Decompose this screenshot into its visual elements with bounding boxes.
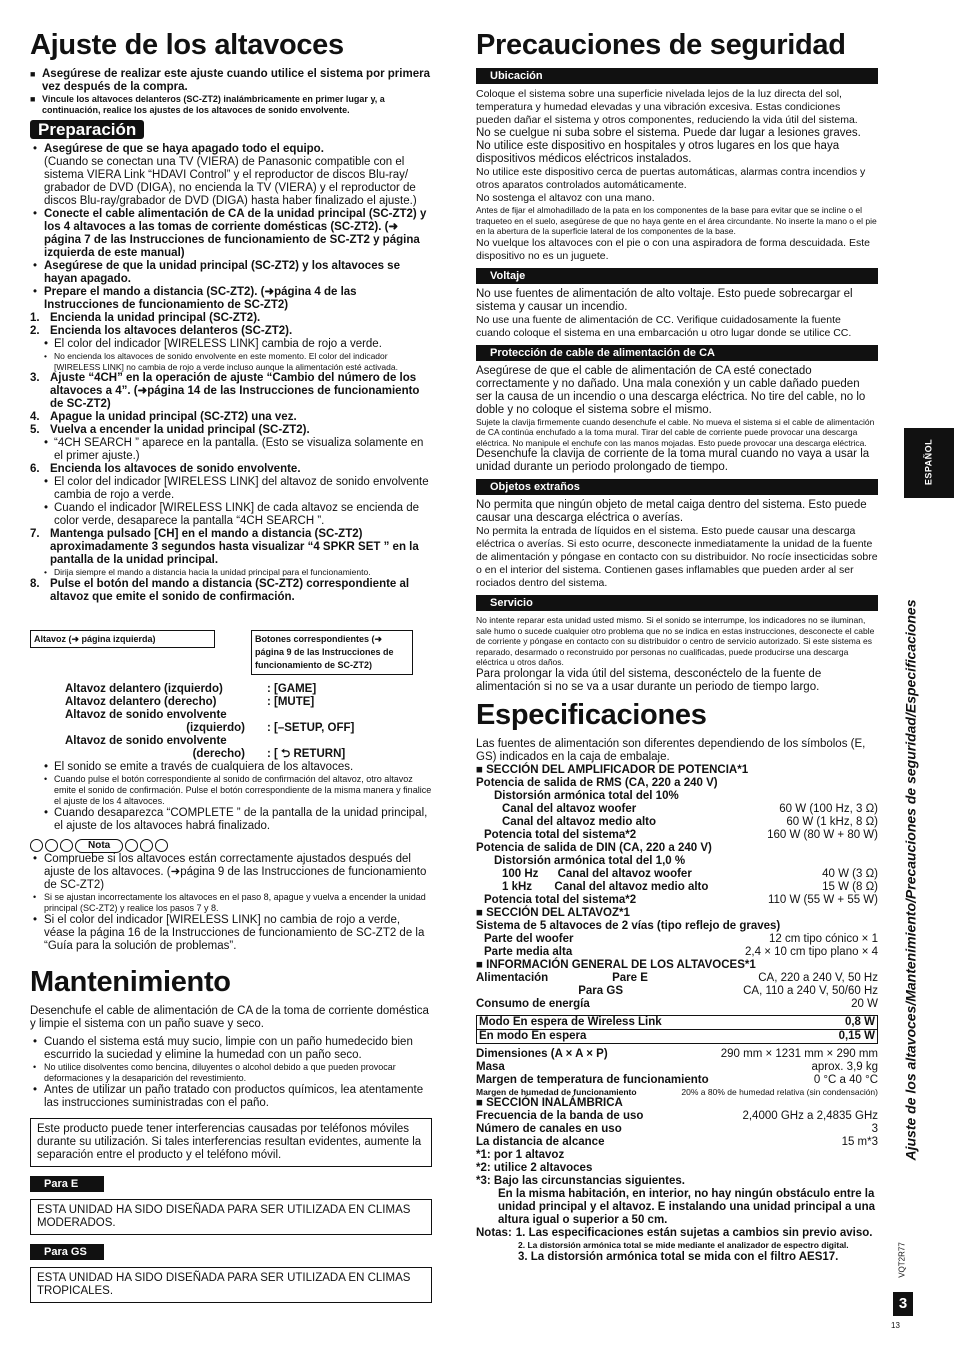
mapping-button: : [MUTE] bbox=[267, 695, 315, 708]
circle-icon bbox=[140, 839, 153, 852]
spec-label: Número de canales en uso bbox=[476, 1123, 622, 1135]
spec-row bbox=[476, 816, 878, 829]
footnote: *1: por 1 altavoz bbox=[476, 1149, 565, 1161]
section-label: Ubicación bbox=[476, 68, 878, 84]
circle-icon bbox=[60, 839, 73, 852]
standby-power-box bbox=[476, 1015, 878, 1044]
section-paragraph: Sujete la clavija firmemente cuando desenchufe el cable. No mueva el sistema si el cable de alimentación de CA continúa enchufado a la toma mural. Tirar del cable de corriente puede provocar una descarga eléctrica. No manipule el enchufe con las manos mojadas. Esto puede provocar una descarga eléctrica. bbox=[476, 416, 875, 448]
mapping-speaker: Altavoz delantero (derecho) bbox=[65, 695, 217, 708]
mapping-speaker: Altavoz de sonido envolvente bbox=[65, 708, 227, 721]
note-item: • Si se ajustan incorrectamente los altavoces en el paso 8, apague y vuelva a encender la unidad principal (SC-ZT2) y realice los pasos 7 y 8. bbox=[30, 892, 432, 914]
spec-label: Masa bbox=[476, 1060, 505, 1073]
mapping-speaker: (izquierdo) bbox=[186, 721, 245, 734]
spec-row bbox=[476, 933, 878, 946]
mant-intro: Desenchufe el cable de alimentación de CA de la toma de corriente doméstica y limpie el sistema con un paño suave y seco. bbox=[30, 1004, 429, 1030]
nota-item: 1. Las especificaciones están sujetas a cambios sin previo aviso. bbox=[515, 1227, 873, 1239]
step-text: Mantenga pulsado [CH] en el mando a distancia (SC-ZT2) aproximadamente 3 segundos hasta visualizar “4 SPKR SET ” en la pantalla de la unidad principal. bbox=[50, 528, 419, 566]
section-label: Protección de cable de alimentación de CA bbox=[476, 345, 878, 361]
notas bbox=[476, 1227, 878, 1264]
spec-row bbox=[476, 1074, 878, 1087]
mapping-speaker: Altavoz delantero (izquierdo) bbox=[65, 682, 223, 695]
notas-label: Notas: bbox=[476, 1227, 512, 1239]
spec-label: Frecuencia de la banda de uso bbox=[476, 1110, 644, 1122]
spec-value: 40 W (3 Ω) bbox=[822, 867, 878, 880]
intro-list bbox=[30, 68, 432, 116]
spec-value: 160 W (80 W + 80 W) bbox=[767, 828, 878, 841]
mant-item: • Cuando el sistema está muy sucio, limpie con un paño humedecido bien escurrido la suciedad y elimine la humedad con un paño seco. bbox=[30, 1036, 432, 1062]
nota-header bbox=[30, 839, 432, 853]
para-e-box: ESTA UNIDAD HA SIDO DISEÑADA PARA SER UTILIZADA EN CLIMAS MODERADOS. bbox=[30, 1199, 432, 1235]
step-item bbox=[30, 312, 432, 325]
spec-value: 2,4 × 10 cm tipo plano × 4 bbox=[745, 945, 878, 958]
mapping-speaker: Altavoz de sonido envolvente bbox=[65, 734, 227, 747]
note-item: • Compruebe si los altavoces están correctamente ajustados después del ajuste de los altavoces. (➜página 9 de las Instrucciones de funcionamiento de SC-ZT2) bbox=[30, 853, 432, 892]
notes-list bbox=[30, 853, 432, 953]
nota-label: Nota bbox=[75, 839, 123, 853]
spec-row bbox=[476, 868, 878, 881]
mapping-row bbox=[65, 748, 432, 761]
spec-row bbox=[476, 894, 878, 907]
spec-row bbox=[476, 1097, 878, 1110]
step-item bbox=[30, 424, 432, 437]
section-paragraph: Asegúrese de que el cable de alimentación de CA esté conectado correctamente y no dañado. Una mala conexión y un cable dañado pueden ser la causa de un incendio o una descarga eléctrica. No tire del cable, no lo doble y no coloque el sistema sobre el mismo. bbox=[476, 364, 866, 416]
mapping-row bbox=[65, 709, 432, 722]
section-paragraph: Para prolongar la vida útil del sistema, desconéctelo de la fuente de alimentación si no se va a usar durante un periodo de tiempo largo. bbox=[476, 667, 822, 693]
section-paragraph: No permita la entrada de líquidos en el sistema. Esto puede causar una descarga eléctrica o averías. Si esto ocurre, desconecte inmediatamente la unidad de la fuente de alimentación y póngase en contacto con su distribuidor. No rocíe insecticidas sobre o en el interior del sistema. Contienen gases inflamables que pueden arder al ser rociados dentro del sistema. bbox=[476, 525, 878, 589]
para-e-label: Para E bbox=[30, 1176, 104, 1192]
after-map-item: • El sonido se emite a través de cualquiera de los altavoces. bbox=[30, 761, 432, 774]
section-paragraph: Coloque el sistema sobre una superficie nivelada lejos de la luz directa del sol, temperatura y humedad elevadas y una vibración excesiva. Estas condiciones pueden dañar el sistema y otros componentes, reduciendo la vida útil del sistema. bbox=[476, 88, 858, 126]
spec-value: 20 W bbox=[851, 997, 878, 1010]
circle-icon bbox=[45, 839, 58, 852]
circle-icon bbox=[30, 839, 43, 852]
speaker-mapping bbox=[65, 683, 432, 761]
section-paragraph: No sostenga el altavoz con una mano. bbox=[476, 192, 655, 204]
spec-row bbox=[476, 1087, 878, 1098]
table-head-speaker: Altavoz (➜ página izquierda) bbox=[30, 630, 215, 648]
spec-label: Canal del altavoz woofer bbox=[502, 802, 637, 815]
section-paragraph: No use fuentes de alimentación de alto voltaje. Esto puede sobrecargar el sistema y causar un incendio. bbox=[476, 287, 853, 313]
spec-row bbox=[476, 907, 878, 920]
spec-value: 15 W (8 Ω) bbox=[822, 880, 878, 893]
spec-row bbox=[476, 1110, 878, 1123]
spec-label: Potencia de salida de DIN (CA, 220 a 240 V) bbox=[476, 841, 712, 854]
step-subitem: • Cuando el indicador [WIRELESS LINK] de cada altavoz se encienda de color verde, desaparece la pantalla “4CH SEARCH ”. bbox=[30, 502, 432, 528]
spec-value: CA, 220 a 240 V, 50 Hz bbox=[758, 971, 878, 984]
spec-row bbox=[476, 1048, 878, 1061]
step-text: Encienda la unidad principal (SC-ZT2). bbox=[50, 312, 261, 324]
preparation-list bbox=[30, 143, 432, 312]
page-number: 3 bbox=[893, 1292, 913, 1316]
step-text: Encienda los altavoces de sonido envolvente. bbox=[50, 463, 301, 475]
mant-item: • No utilice disolventes como bencina, diluyentes o alcohol debido a que pueden provocar deformaciones y la desaparición del revestimiento. bbox=[30, 1062, 432, 1084]
steps-list bbox=[30, 312, 432, 604]
spec-value: 110 W (55 W + 55 W) bbox=[767, 893, 878, 906]
section-paragraph: Desenchufe la clavija de corriente de la toma mural cuando no vaya a usar la unidad durante un periodo prolongado de tiempo. bbox=[476, 448, 870, 473]
spec-value: 15 m*3 bbox=[841, 1136, 878, 1148]
spec-label: ■ SECCIÓN DEL AMPLIFICADOR DE POTENCIA*1 bbox=[476, 763, 749, 776]
section-paragraph: No use una fuente de alimentación de CC. Verifique cuidadosamente la fuente cuando coloque el sistema en una embarcación u otro lugar donde se utilice CC. bbox=[476, 313, 852, 339]
standby-row bbox=[477, 1029, 877, 1043]
spec-value: 60 W (100 Hz, 3 Ω) bbox=[779, 802, 878, 815]
section-paragraph: No vuelque los altavoces con el pie o con una aspiradora de forma descuidada. Este dispositivo no es un juguete. bbox=[476, 236, 870, 262]
prep-item-bold: Asegúrese de que la unidad principal (SC-ZT2) y los altavoces se hayan apagado. bbox=[44, 260, 400, 285]
left-column bbox=[30, 28, 432, 1306]
step-number: 4. bbox=[30, 411, 40, 423]
prep-item-bold: Conecte el cable alimentación de CA de la unidad principal (SC-ZT2) y los 4 altavoces a las tomas de corriente domésticas (SC-ZT2). (➜ página 7 de las Instrucciones de funcionamiento de SC-ZT2 y página izquierda de este manual) bbox=[44, 208, 427, 259]
step-number: 8. bbox=[30, 577, 40, 590]
para-gs-box: ESTA UNIDAD HA SIDO DISEÑADA PARA SER UTILIZADA EN CLIMAS TROPICALES. bbox=[30, 1267, 432, 1303]
section-paragraph: Antes de fijar el almohadillado de la pata en los componentes de la base para evitar que se incline o el traqueteo en el suelo, asegúrese de que no haya gente en el área circundante. No inserte la mano o el pie en la abertura de la superficie lateral de los componentes de la base. bbox=[476, 205, 877, 236]
spec-intro: Las fuentes de alimentación son diferentes dependiendo de los símbolos (E, GS) indicados en la caja de embalaje. bbox=[476, 737, 866, 763]
spec-row bbox=[476, 842, 878, 855]
mapping-row bbox=[65, 683, 432, 696]
spec-label: Distorsión armónica total del 1,0 % bbox=[494, 854, 686, 867]
step-text: Vuelva a encender la unidad principal (SC-ZT2). bbox=[50, 424, 310, 436]
prep-item-bold: Asegúrese de que se haya apagado todo el equipo. bbox=[44, 143, 324, 155]
spec-row bbox=[476, 829, 878, 842]
section-paragraph: No permita que ningún objeto de metal caiga dentro del sistema. Esto puede causar una descarga eléctrica o averías. bbox=[476, 499, 867, 524]
mapping-row bbox=[65, 722, 432, 735]
footnotes bbox=[476, 1149, 878, 1227]
nota-item: 3. La distorsión armónica total se mida con el filtro AES17. bbox=[518, 1250, 839, 1263]
step-text: Encienda los altavoces delanteros (SC-ZT2). bbox=[50, 325, 293, 337]
spec-label: ■ SECCIÓN INALÁMBRICA bbox=[476, 1097, 623, 1109]
intro-item: ■ Vincule los altavoces delanteros (SC-ZT2) inalámbricamente en primer lugar y, a continuación, realice los ajustes de los altavoces de sonido envolvente. bbox=[30, 94, 432, 116]
standby-value: 0,8 W bbox=[844, 1015, 875, 1028]
step-subnote: • Dirija siempre el mando a distancia hacia la unidad principal para el funcionamiento. bbox=[30, 567, 432, 578]
language-tab-label: ESPAÑOL bbox=[923, 438, 934, 486]
prep-item-text: (Cuando se conectan una TV (VIERA) de Panasonic compatible con el sistema VIERA Link “HDAVI Control” y el reproductor de discos Blu-ray/ grabador de DVD (DIGA), no encienda la TV (VIERA) y el reproductor de discos Blu-ray/grabador de DVD (DIGA) hasta haber finalizado el ajuste.) bbox=[44, 156, 417, 207]
section-paragraph: No utilice este dispositivo cerca de puertas automáticas, alarmas contra incendios y otros aparatos controlados automáticamente. bbox=[476, 166, 866, 191]
language-tab bbox=[904, 428, 954, 498]
spec-value: CA, 110 a 240 V, 50/60 Hz bbox=[743, 984, 878, 997]
step-item bbox=[30, 578, 432, 604]
section-paragraph: No intente reparar esta unidad usted mismo. Si el sonido se interrumpe, los indicadores no se iluminan, sale humo o sucede cualquier otro problema que no se indica en estas instrucciones, desconecte el cable de corriente y póngase en contacto con su distribuidor o centro de servicio autorizado. Si este sistema es reparado, desarmado o reconstruido por personas no cualificadas, puede producirse una descarga eléctrica u otros daños. bbox=[476, 615, 875, 667]
spec-row bbox=[476, 920, 878, 933]
step-number: 3. bbox=[30, 372, 40, 384]
spec-label: Sistema de 5 altavoces de 2 vías (tipo reflejo de graves) bbox=[476, 919, 781, 932]
step-text: Ajuste “4CH” en la operación de ajuste “Cambio del número de los altavoces a 4”. (➜página 14 de las Instrucciones de funcionamiento de SC-ZT2) bbox=[50, 372, 420, 410]
precauciones-title: Precauciones de seguridad bbox=[476, 29, 846, 61]
step-item bbox=[30, 325, 432, 338]
spec-label: Margen de humedad de funcionamiento bbox=[476, 1086, 637, 1097]
step-number: 6. bbox=[30, 463, 40, 475]
spec-value: aprox. 3,9 kg bbox=[811, 1060, 878, 1073]
table-head-buttons: Botones correspondientes (➜ página 9 de las Instrucciones de funcionamiento de SC-ZT2) bbox=[251, 630, 413, 675]
footnote: En la misma habitación, en interior, no hay ningún obstáculo entre la unidad principal y el altavoz. E instalando una unidad principal a una altura igual o superior a 50 cm. bbox=[498, 1188, 876, 1226]
mapping-speaker: (derecho) bbox=[192, 747, 245, 760]
step-item bbox=[30, 463, 432, 476]
spec-label: Alimentación Pare E bbox=[476, 971, 648, 984]
step-item bbox=[30, 372, 432, 411]
spec-row bbox=[476, 790, 878, 803]
intro-item: ■ Asegúrese de realizar este ajuste cuando utilice el sistema por primera vez después de la compra. bbox=[30, 68, 432, 94]
step-text: Pulse el botón del mando a distancia (SC-ZT2) correspondiente al altavoz que emite el sonido de confirmación. bbox=[50, 577, 410, 603]
mant-item: • Antes de utilizar un paño tratado con productos químicos, lea atentamente las instrucciones suministradas con el paño. bbox=[30, 1084, 432, 1110]
spec-label: Dimensiones (A × A × P) bbox=[476, 1047, 608, 1060]
prep-item bbox=[30, 143, 432, 208]
mapping-row bbox=[65, 735, 432, 748]
section-paragraph: No utilice este dispositivo en hospitales y otros lugares en los que haya dispositivos médicos eléctricos instalados. bbox=[476, 140, 840, 165]
prep-item-bold: Prepare el mando a distancia (SC-ZT2). (➜página 4 de las Instrucciones de funcionamiento de SC-ZT2) bbox=[44, 286, 357, 311]
spec-label: Parte del woofer bbox=[484, 932, 574, 945]
step-number: 5. bbox=[30, 424, 40, 436]
interference-box: Este producto puede tener interferencias causadas por teléfonos móviles durante su utilización. Si tales interferencias resultan evidentes, aumente la separación entre el producto y el teléfono móvil. bbox=[30, 1118, 432, 1167]
spec-row bbox=[476, 855, 878, 868]
spec-label: Parte media alta bbox=[484, 945, 573, 958]
mapping-button: : [–SETUP, OFF] bbox=[267, 721, 355, 734]
altavoces-title: Ajuste de los altavoces bbox=[30, 29, 344, 61]
spec-label: Consumo de energía bbox=[476, 997, 590, 1010]
spec-row bbox=[476, 946, 878, 959]
circle-icon bbox=[155, 839, 168, 852]
mant-list bbox=[30, 1036, 432, 1110]
spec-value: 12 cm tipo cónico × 1 bbox=[769, 932, 878, 945]
spec-row bbox=[476, 1136, 878, 1149]
section-label: Objetos extraños bbox=[476, 479, 878, 495]
spec-label: 1 kHz Canal del altavoz medio alto bbox=[502, 880, 709, 893]
safety-sections bbox=[476, 68, 878, 694]
spec-value: 20% a 80% de humedad relativa (sin condensación) bbox=[681, 1086, 878, 1097]
vertical-title-text: Ajuste de los altavoces/Mantenimiento/Precauciones de seguridad/Especificaciones bbox=[902, 599, 919, 1161]
after-map-item: • Cuando desaparezca “COMPLETE ” de la pantalla de la unidad principal, el ajuste de los altavoces habrá finalizado. bbox=[30, 807, 432, 833]
spec-row bbox=[476, 998, 878, 1011]
section-label: Servicio bbox=[476, 595, 878, 611]
para-gs-label: Para GS bbox=[30, 1244, 104, 1260]
step-item bbox=[30, 411, 432, 424]
speaker-table bbox=[30, 630, 432, 675]
spec-label: Potencia de salida de RMS (CA, 220 a 240 V) bbox=[476, 776, 718, 789]
page-small-number: 13 bbox=[891, 1321, 900, 1330]
spec-list-2 bbox=[476, 1048, 878, 1150]
after-mapping-list bbox=[30, 761, 432, 833]
spec-label: Potencia total del sistema*2 bbox=[484, 828, 637, 841]
spec-row bbox=[476, 1123, 878, 1136]
step-number: 7. bbox=[30, 528, 40, 540]
spec-list bbox=[476, 764, 878, 1011]
spec-label: Canal del altavoz medio alto bbox=[502, 815, 657, 828]
spec-value: 60 W (1 kHz, 8 Ω) bbox=[786, 815, 878, 828]
step-subnote: • No encienda los altavoces de sonido envolvente en este momento. El color del indicador [WIRELESS LINK] no cambia de rojo a verde incluso aunque la alimentación esté activada. bbox=[30, 351, 432, 372]
section-paragraph: No se cuelgue ni suba sobre el sistema. Puede dar lugar a lesiones graves. bbox=[476, 127, 861, 139]
spec-row bbox=[476, 959, 878, 972]
spec-label: Distorsión armónica total del 10% bbox=[494, 789, 679, 802]
especificaciones-title: Especificaciones bbox=[476, 698, 707, 731]
footnote: *2: utilice 2 altavoces bbox=[476, 1162, 593, 1174]
after-map-item: • Cuando pulse el botón correspondiente al sonido de confirmación del altavoz, otro altavoz emite el sonido de confirmación. Pulse el botón correspondiente de la misma manera y finalice el ajuste de los 4 altavoces. bbox=[30, 774, 432, 807]
prep-item bbox=[30, 260, 432, 286]
step-subitem: • El color del indicador [WIRELESS LINK] cambia de rojo a verde. bbox=[30, 338, 432, 351]
spec-label: 100 Hz Canal del altavoz woofer bbox=[502, 867, 692, 880]
spec-row bbox=[476, 1061, 878, 1074]
spec-label: ■ INFORMACIÓN GENERAL DE LOS ALTAVOCES*1 bbox=[476, 958, 756, 971]
spec-value: 290 mm × 1231 mm × 290 mm bbox=[720, 1047, 878, 1060]
step-subitem: • El color del indicador [WIRELESS LINK] del altavoz de sonido envolvente cambia de rojo a verde. bbox=[30, 476, 432, 502]
mapping-button: : [GAME] bbox=[267, 682, 317, 695]
spec-value: 2,4000 GHz a 2,4835 GHz bbox=[742, 1110, 878, 1122]
nota-item: 2. La distorsión armónica total se mide mediante el analizador de espectro digital. bbox=[518, 1240, 849, 1250]
spec-row bbox=[476, 972, 878, 985]
step-number: 2. bbox=[30, 325, 40, 337]
mapping-row bbox=[65, 696, 432, 709]
spec-label: Potencia total del sistema*2 bbox=[484, 893, 637, 906]
section-label: Voltaje bbox=[476, 268, 878, 284]
standby-label: En modo En espera bbox=[479, 1029, 587, 1042]
spec-label: Para GS bbox=[476, 984, 623, 997]
right-column bbox=[476, 28, 878, 1264]
spec-value: 3 bbox=[871, 1123, 878, 1135]
step-item bbox=[30, 528, 432, 567]
step-number: 1. bbox=[30, 312, 40, 324]
spec-value: 0 °C a 40 °C bbox=[813, 1073, 878, 1086]
spec-row bbox=[476, 985, 878, 998]
spec-row bbox=[476, 764, 878, 777]
spec-label: Margen de temperatura de funcionamiento bbox=[476, 1073, 709, 1086]
doc-code-text: VQT2R77 bbox=[897, 1242, 907, 1278]
prep-item bbox=[30, 286, 432, 312]
spec-row bbox=[476, 881, 878, 894]
footnote: *3: Bajo las circunstancias siguientes. bbox=[476, 1175, 685, 1187]
prep-item bbox=[30, 208, 432, 260]
preparacion-label: Preparación bbox=[30, 120, 144, 139]
standby-label: Modo En espera de Wireless Link bbox=[479, 1015, 662, 1028]
note-item: • Si el color del indicador [WIRELESS LINK] no cambia de rojo a verde, véase la página 16 de la Instrucciones de funcionamiento de SC-ZT2 de la “Guía para la solución de problemas”. bbox=[30, 914, 432, 953]
spec-row bbox=[476, 777, 878, 790]
mantenimiento-title: Mantenimiento bbox=[30, 965, 231, 998]
standby-row bbox=[477, 1016, 877, 1029]
spec-label: ■ SECCIÓN DEL ALTAVOZ*1 bbox=[476, 906, 630, 919]
step-text: Apague la unidad principal (SC-ZT2) una vez. bbox=[50, 411, 297, 423]
standby-value: 0,15 W bbox=[838, 1029, 875, 1042]
spec-row bbox=[476, 803, 878, 816]
step-subitem: • “4CH SEARCH ” aparece en la pantalla. (Esto se visualiza solamente en el primer ajuste.) bbox=[30, 437, 432, 463]
circle-icon bbox=[125, 839, 138, 852]
mapping-button: : [ ⮌ RETURN] bbox=[267, 747, 346, 760]
spec-label: La distancia de alcance bbox=[476, 1136, 605, 1148]
